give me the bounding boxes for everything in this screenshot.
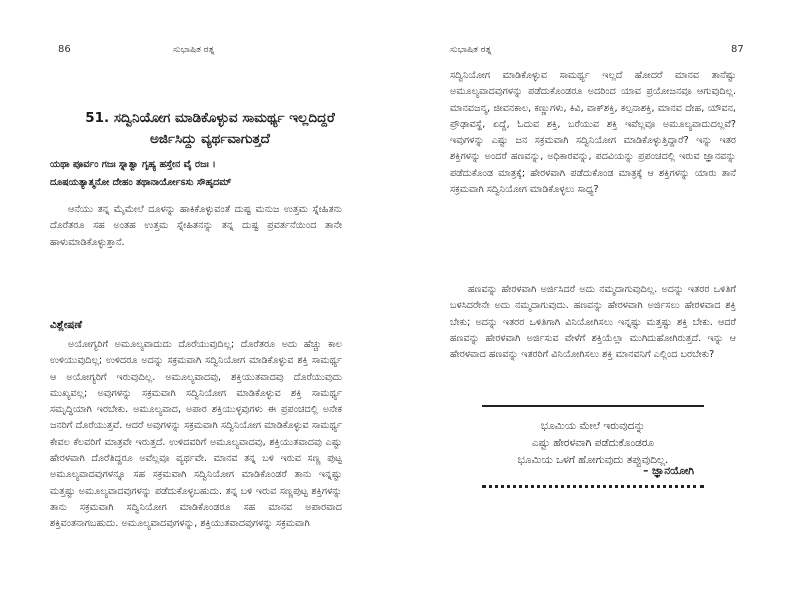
quote-box [482, 405, 704, 490]
verse-line-2: ದೂಷಯತ್ಯಾತ್ಮನೋ ದೇಹಂ ತಥಾನಾರ್ಯೋಽಸು ಸೌಹೃದಮ್ [50, 177, 232, 188]
left-page [0, 0, 394, 600]
quote-bottom-rule [482, 485, 704, 488]
right-page [394, 0, 789, 600]
page-number: 86 [58, 44, 71, 55]
quote-author: – ಜ್ಞಾನಯೋಗಿ [643, 465, 694, 477]
running-head: ಸುಭಾಷಿತ ರತ್ನ [173, 45, 215, 55]
quote-line-1: ಭೂಮಿಯ ಮೇಲೆ ಇರುವುದನ್ನು [540, 420, 646, 432]
section-subheading: ವಿಶ್ಲೇಷಣೆ [50, 319, 83, 331]
quote-line-2: ಎಷ್ಟು ಹೇರಳವಾಗಿ ಪಡೆದುಕೊಂಡರೂ [531, 437, 655, 449]
heading-line-1: 51. ಸದ್ವಿನಿಯೋಗ ಮಾಡಿಕೊಳ್ಳುವ ಸಾಮರ್ಥ್ಯ ಇಲ್ಲದಿದ್ದರೆ [85, 110, 335, 126]
analysis-paragraph: ಅಯೋಗ್ಯರಿಗೆ ಅಮೂಲ್ಯವಾದುದು ದೊರೆಯುವುದಿಲ್ಲ; ದೊರೆತರೂ ಅದು ಹೆಚ್ಚು ಕಾಲ ಉಳಿಯುವುದಿಲ್ಲ; ಉಳಿದರೂ ಅದನ್ನು ಸಕ್ರಮವಾಗಿ ಸದ್ವಿನಿಯೋಗ ಮಾಡಿಕೊಳ್ಳುವ ಶಕ್ತಿ ಸಾಮರ್ಥ್ಯ ಆ ಅಯೋಗ್ಯರಿಗೆ ಇರುವುದಿಲ್ಲ. ಅಮೂಲ್ಯವಾದವು, ಶಕ್ತಿಯುತವಾದವು ದೊರೆಯುವುದು ಮುಖ್ಯವಲ್ಲ; ಅವುಗಳನ್ನು ಸಕ್ರಮವಾಗಿ ಸದ್ವಿನಿಯೋಗ ಮಾಡಿಕೊಳ್ಳುವ ಶಕ್ತಿ ಸಾಮರ್ಥ್ಯ ಸಮೃದ್ಧಿಯಾಗಿ ಇರಬೇಕು. ಅಮೂಲ್ಯವಾದ, ಅಪಾರ ಶಕ್ತಿಯುಳ್ಳವುಗಳು ಈ ಪ್ರಪಂಚದಲ್ಲಿ ಅನೇಕ ಜನರಿಗೆ ದೊರೆಯುತ್ತವೆ. ಆದರೆ ಅವುಗಳನ್ನು ಸಕ್ರಮವಾಗಿ ಸದ್ವಿನಿಯೋಗ ಮಾಡಿಕೊಳ್ಳುವ ಸಾಮರ್ಥ್ಯ ಕೇವಲ ಕೆಲವರಿಗೆ ಮಾತ್ರವೇ ಇರುತ್ತದೆ. ಉಳಿದವರಿಗೆ ಅಮೂಲ್ಯವಾದವು, ಶಕ್ತಿಯುತವಾದವು ಎಷ್ಟು ಹೇರಳವಾಗಿ ದೊರೆತಿದ್ದರೂ ಅವೆಲ್ಲವೂ ವ್ಯರ್ಥವೇ. ಮಾನವ ತನ್ನ ಬಳಿ ಇರುವ ಸಣ್ಣ ಪುಟ್ಟ ಅಮೂಲ್ಯವಾದವುಗಳನ್ನೂ ಸಹ ಸಕ್ರಮವಾಗಿ ಸದ್ವಿನಿಯೋಗ ಮಾಡಿಕೊಂಡರೆ ತಾನು ಇನ್ನಷ್ಟು ಮತ್ತಷ್ಟು ಅಮೂಲ್ಯವಾದವುಗಳನ್ನು ಪಡೆದುಕೊಳ್ಳಬಹುದು. ತನ್ನ ಬಳಿ ಇರುವ ಸಣ್ಣಪುಟ್ಟ ಶಕ್ತಿಗಳನ್ನು ತಾನು ಸಕ್ರಮವಾಗಿ ಸದ್ವಿನಿಯೋಗ ಮಾಡಿಕೊಂಡರೂ ಸಹ ಮಾನವ ಅಪಾರವಾದ ಶಕ್ತಿವಂತನಾಗಬಹುದು. ಅಮೂಲ್ಯವಾದವುಗಳನ್ನು, ಶಕ್ತಿಯುತವಾದವುಗಳನ್ನು ಸಕ್ರಮವಾಗಿ [50, 339, 342, 530]
meaning-paragraph: ಆನೆಯು ತನ್ನ ಮೈಮೇಲೆ ದೂಳನ್ನು ಹಾಕಿಕೊಳ್ಳುವಂತೆ ದುಷ್ಟ ಮನುಜ ಉತ್ತಮ ಸ್ನೇಹಿತನು ದೊರೆತರೂ ಸಹ ಅಂತಹ ಉತ್ತಮ ಸ್ನೇಹಿತನನ್ನು ತನ್ನ ದುಷ್ಟ ಪ್ರವರ್ತನೆಯಿಂದ ತಾನೇ ಹಾಳುಮಾಡಿಕೊಳ್ಳುತ್ತಾನೆ. [50, 204, 342, 248]
quote-line-3: ಭೂಮಿಯ ಒಳಗೆ ಹೋಗುವುದು ತಪ್ಪುವುದಿಲ್ಲ. [517, 454, 669, 466]
continued-paragraph: ಸದ್ವಿನಿಯೋಗ ಮಾಡಿಕೊಳ್ಳುವ ಸಾಮರ್ಥ್ಯ ಇಲ್ಲದೆ ಹೋದರೆ ಮಾನವ ತಾನೆಷ್ಟು ಅಮೂಲ್ಯವಾದವುಗಳನ್ನು ಪಡೆದುಕೊಂಡರೂ ಅದರಿಂದ ಯಾವ ಪ್ರಯೋಜನವೂ ಆಗುವುದಿಲ್ಲ. ಮಾನವಜನ್ಮ, ಜೀವನಕಾಲ, ಕಣ್ಣುಗಳು, ಕಿವಿ, ವಾಕ್‌ಶಕ್ತಿ, ಕಲ್ಪನಾಶಕ್ತಿ, ಮಾನವ ದೇಹ, ಯೌವನ, ಪ್ರೌಢಾವಸ್ಥೆ, ಏದ್ದೆ, ಓದುವ ಶಕ್ತಿ, ಬರೆಯುವ ಶಕ್ತಿ ಇವೆಲ್ಲವೂ ಅಮೂಲ್ಯವಾದುದಲ್ಲವೆ? ಇವುಗಳನ್ನು ಎಷ್ಟು ಜನ ಸಕ್ರಮವಾಗಿ ಸದ್ವಿನಿಯೋಗ ಮಾಡಿಕೊಳ್ಳುತ್ತಿದ್ದಾರೆ? ಇನ್ನು ಇತರ ಶಕ್ತಿಗಳನ್ನು ಅಂದರೆ ಹಣವನ್ನು, ಅಧಿಕಾರವನ್ನು, ಪದವಿಯನ್ನು ಪ್ರಪಂಚದಲ್ಲಿ ಇರುವ ಜ್ಞಾನವನ್ನು ಪಡೆದುಕೊಂಡ ಮಾತ್ರಕ್ಕೆ; ಹೇರಳವಾಗಿ ಪಡೆದುಕೊಂಡ ಮಾತ್ರಕ್ಕೆ ಆ ಶಕ್ತಿಗಳನ್ನು ಯಾರು ತಾನೆ ಸಕ್ರಮವಾಗಿ ಸದ್ವಿನಿಯೋಗ ಮಾಡಿಕೊಳ್ಳಲು ಸಾಧ್ಯ? [450, 70, 736, 196]
chapter-heading [60, 108, 360, 150]
heading-line-2: ಅರ್ಜಿಸಿದ್ದು ವ್ಯರ್ಥವಾಗುತ್ತದೆ [150, 131, 270, 147]
verse-line-1: ಯಥಾ ಪೂರ್ವಂ ಗಜಃ ಸ್ನಾತ್ವಾ ಗೃಹ್ಯ ಹಸ್ತೇನ ವೈ ರಜಃ । [50, 159, 216, 170]
running-head: ಸುಭಾಷಿತ ರತ್ನ [450, 45, 492, 55]
quote-top-rule [482, 405, 704, 407]
second-paragraph: ಹಣವನ್ನು ಹೇರಳವಾಗಿ ಅರ್ಜಿಸಿದರೆ ಅದು ನಮ್ಮದಾಗುವುದಿಲ್ಲ. ಅದನ್ನು ಇತರರ ಒಳಿತಿಗೆ ಬಳಸಿದರೇನೇ ಅದು ನಮ್ಮದಾಗುವುದು. ಹಣವನ್ನು ಹೇರಳವಾಗಿ ಅರ್ಜಿಸಲು ಹೇರಳವಾದ ಶಕ್ತಿ ಬೇಕು; ಅದನ್ನು ಇತರರ ಒಳಿತಿಗಾಗಿ ವಿನಿಯೋಗಿಸಲು ಇನ್ನಷ್ಟು ಮತ್ತಷ್ಟು ಶಕ್ತಿ ಬೇಕು. ಆದರೆ ಹಣವನ್ನು ಹೇರಳವಾಗಿ ಅರ್ಜಿಸುವ ವೇಳೆಗೆ ಶಕ್ತಿಯೆಲ್ಲಾ ಮುಗಿದುಹೋಗಿರುತ್ತದೆ. ಇನ್ನು ಆ ಹೇರಳವಾದ ಹಣವನ್ನು ಇತರರಿಗೆ ವಿನಿಯೋಗಿಸಲು ಶಕ್ತಿ ಮಾನವನಿಗೆ ಎಲ್ಲಿಂದ ಬರಬೇಕು? [450, 284, 736, 361]
quote-text [482, 418, 704, 469]
page-number: 87 [731, 44, 744, 55]
